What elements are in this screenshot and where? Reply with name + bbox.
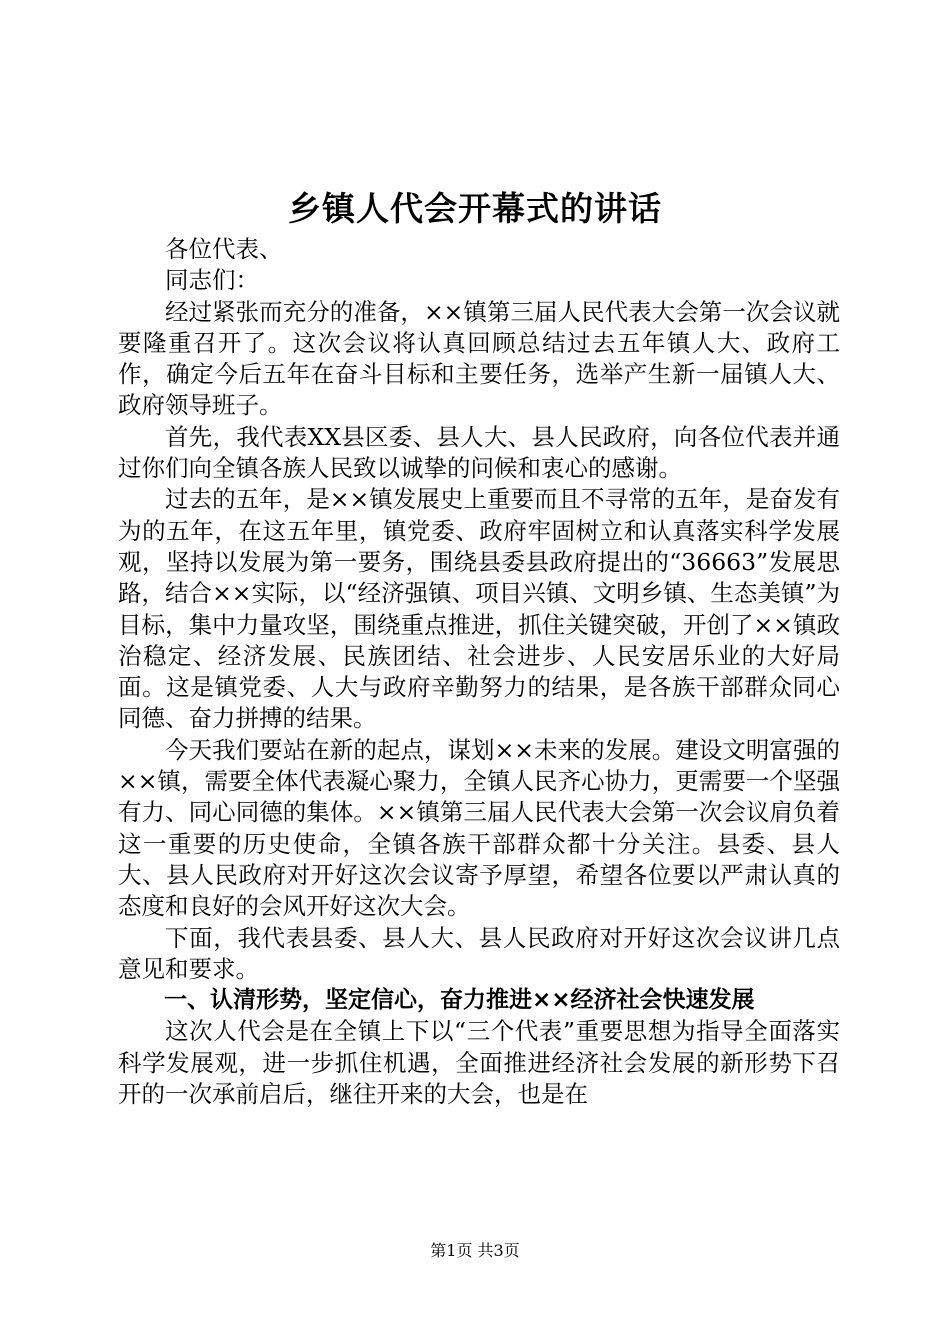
body-paragraph: 今天我们要站在新的起点，谋划××未来的发展。建设文明富强的××镇，需要全体代表凝心聚力，全镇人民齐心协力，更需要一个坚强有力、同心同德的集体。××镇第三届人民代表大会第一次会议肩负着这一重要的历史使命，全镇各族干部群众都十分关注。县委、县人大、县人民政府对开好这次会议寄予厚望，希望各位要以严肃认真的态度和良好的会风开好这次大会。: [118, 735, 840, 921]
body-paragraph: 首先，我代表XX县区委、县人大、县人民政府，向各位代表并通过你们向全镇各族人民致以诚挚的问候和衷心的感谢。: [118, 422, 840, 483]
document-body: [118, 234, 840, 1110]
body-paragraph: 经过紧张而充分的准备，××镇第三届人民代表大会第一次会议就要隆重召开了。这次会议将认真回顾总结过去五年镇人大、政府工作，确定今后五年在奋斗目标和主要任务，选举产生新一届镇人大、政府领导班子。: [118, 297, 840, 420]
salutation-line: 同志们：: [165, 266, 259, 295]
body-paragraph: 过去的五年，是××镇发展史上重要而且不寻常的五年，是奋发有为的五年，在这五年里，镇党委、政府牢固树立和认真落实科学发展观，坚持以发展为第一要务，围绕县委县政府提出的“36663”发展思路，结合××实际，以“经济强镇、项目兴镇、文明乡镇、生态美镇”为目标，集中力量攻坚，围绕重点推进，抓住关键突破，开创了××镇政治稳定、经济发展、民族团结、社会进步、人民安居乐业的大好局面。这是镇党委、人大与政府辛勤努力的结果，是各族干部群众同心同德、奋力拼搏的结果。: [118, 485, 840, 733]
section-heading: 一、认清形势，坚定信心，奋力推进××经济社会快速发展: [164, 987, 755, 1014]
body-paragraph: 下面，我代表县委、县人大、县人民政府对开好这次会议讲几点意见和要求。: [118, 923, 840, 983]
page-number-footer: 第1页 共3页: [430, 1241, 520, 1260]
salutation-line: 各位代表、: [165, 235, 283, 263]
body-paragraph: 这次人代会是在全镇上下以“三个代表”重要思想为指导全面落实科学发展观，进一步抓住机遇，全面推进经济社会发展的新形势下召开的一次承前启后，继往开来的大会，也是在: [118, 1017, 840, 1109]
document-title: 乡镇人代会开幕式的讲话: [288, 189, 662, 228]
